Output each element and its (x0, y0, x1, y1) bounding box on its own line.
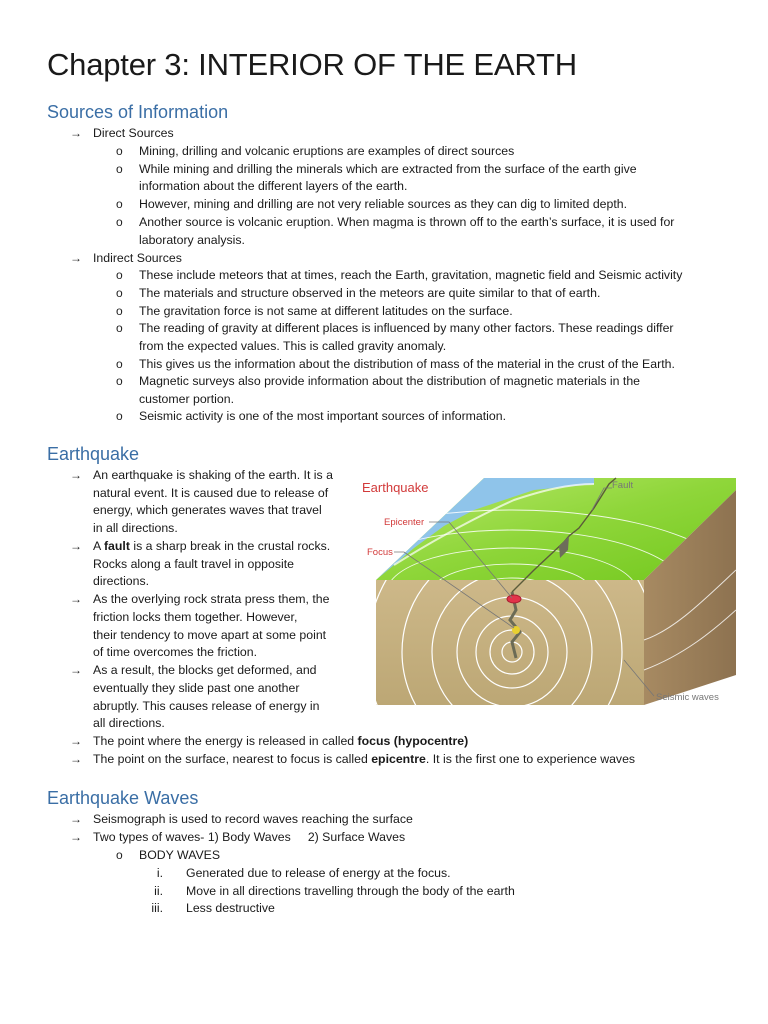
circle-bullet: o (116, 374, 123, 388)
indirect-item-6-line-2: customer portion. (139, 392, 235, 406)
eq-p4-line-4: all directions. (93, 716, 165, 730)
arrow-bullet: → (70, 592, 82, 606)
circle-bullet: o (116, 215, 123, 229)
indirect-sources-label: Indirect Sources (93, 251, 182, 265)
direct-item-2-line-2: information about the different layers of the earth. (139, 179, 408, 193)
indirect-item-5: This gives us the information about the distribution of mass of the material in the crust of the Earth. (139, 357, 675, 371)
circle-bullet: o (116, 321, 123, 335)
eq-p1-line-3: energy, which generates waves that travel (93, 503, 322, 517)
eq-p2-line-2: Rocks along a fault travel in opposite (93, 557, 294, 571)
arrow-bullet: → (70, 812, 82, 826)
eq-p4-line-1: As a result, the blocks get deformed, and (93, 663, 317, 677)
direct-item-3: However, mining and drilling are not very reliable sources as they can dig to limited depth. (139, 197, 628, 211)
circle-bullet: o (116, 286, 123, 300)
arrow-bullet: → (70, 251, 82, 265)
circle-bullet: o (116, 144, 123, 158)
chapter-title: Chapter 3: INTERIOR OF THE EARTH (47, 47, 577, 82)
arrow-bullet: → (70, 663, 82, 677)
body-item-1: Generated due to release of energy at the focus. (186, 866, 451, 880)
indirect-item-2: The materials and structure observed in the meteors are quite similar to that of earth. (139, 286, 601, 300)
arrow-bullet: → (70, 752, 82, 766)
indirect-item-6-line-1: Magnetic surveys also provide information about the distribution of magnetic materials in the (139, 374, 641, 388)
eq-p3-line-1: As the overlying rock strata press them, the (93, 592, 330, 606)
body-waves-label: BODY WAVES (139, 848, 221, 862)
eq-p1-line-4: in all directions. (93, 521, 178, 535)
eq-p5: The point where the energy is released in called focus (hypocentre) (93, 734, 469, 748)
circle-bullet: o (116, 304, 123, 318)
circle-bullet: o (116, 848, 123, 862)
indirect-item-4-line-1: The reading of gravity at different places is influenced by many other factors. These readings differ (139, 321, 674, 335)
indirect-item-1: These include meteors that at times, reach the Earth, gravitation, magnetic field and Seismic activity (139, 268, 683, 282)
circle-bullet: o (116, 357, 123, 371)
label-seismic-waves: Seismic waves (656, 692, 719, 703)
indirect-item-4-line-2: from the expected values. This is called gravity anomaly. (139, 339, 447, 353)
indirect-item-3: The gravitation force is not same at different latitudes on the surface. (139, 304, 513, 318)
roman-numeral: ii. (154, 884, 163, 898)
arrow-bullet: → (70, 830, 82, 844)
arrow-bullet: → (70, 468, 82, 482)
circle-bullet: o (116, 268, 123, 282)
eq-p4-line-3: abruptly. This causes release of energy in (93, 699, 320, 713)
label-focus: Focus (367, 547, 393, 558)
waves-item-2: Two types of waves- 1) Body Waves 2) Surface Waves (93, 830, 406, 844)
direct-item-4-line-1: Another source is volcanic eruption. When magma is thrown off to the earth’s surface, it is used for (139, 215, 675, 229)
eq-p6: The point on the surface, nearest to focus is called epicentre. It is the first one to experience waves (93, 752, 636, 766)
direct-item-4-line-2: laboratory analysis. (139, 233, 245, 247)
body-item-3: Less destructive (186, 901, 275, 915)
roman-numeral: iii. (151, 901, 163, 915)
direct-item-2-line-1: While mining and drilling the minerals which are extracted from the surface of the earth give (139, 162, 637, 176)
waves-item-1: Seismograph is used to record waves reaching the surface (93, 812, 413, 826)
body-item-2: Move in all directions travelling through the body of the earth (186, 884, 515, 898)
direct-sources-label: Direct Sources (93, 126, 174, 140)
circle-bullet: o (116, 197, 123, 211)
eq-p2-line-1: A fault is a sharp break in the crustal rocks. (93, 539, 331, 553)
eq-p2-line-3: directions. (93, 574, 150, 588)
heading-earthquake: Earthquake (47, 444, 140, 464)
circle-bullet: o (116, 162, 123, 176)
eq-p4-line-2: eventually they slide past one another (93, 681, 300, 695)
arrow-bullet: → (70, 539, 82, 553)
direct-item-1: Mining, drilling and volcanic eruptions are examples of direct sources (139, 144, 515, 158)
heading-earthquake-waves: Earthquake Waves (47, 788, 199, 808)
heading-sources: Sources of Information (47, 102, 229, 122)
earthquake-diagram (354, 470, 736, 710)
arrow-bullet: → (70, 126, 82, 140)
circle-bullet: o (116, 409, 123, 423)
eq-p3-line-3: their tendency to move apart at some point (93, 628, 327, 642)
label-fault: Fault (612, 480, 634, 491)
label-epicenter: Epicenter (384, 517, 425, 528)
roman-numeral: i. (156, 866, 163, 880)
epicenter-marker (507, 595, 521, 603)
eq-p1-line-2: natural event. It is caused due to release of (93, 486, 329, 500)
eq-p1-line-1: An earthquake is shaking of the earth. It is a (93, 468, 333, 482)
eq-p3-line-2: friction locks them together. However, (93, 610, 298, 624)
arrow-bullet: → (70, 734, 82, 748)
indirect-item-7: Seismic activity is one of the most important sources of information. (139, 409, 507, 423)
figure-title: Earthquake (362, 480, 429, 495)
eq-p3-line-4: of time overcomes the friction. (93, 645, 258, 659)
